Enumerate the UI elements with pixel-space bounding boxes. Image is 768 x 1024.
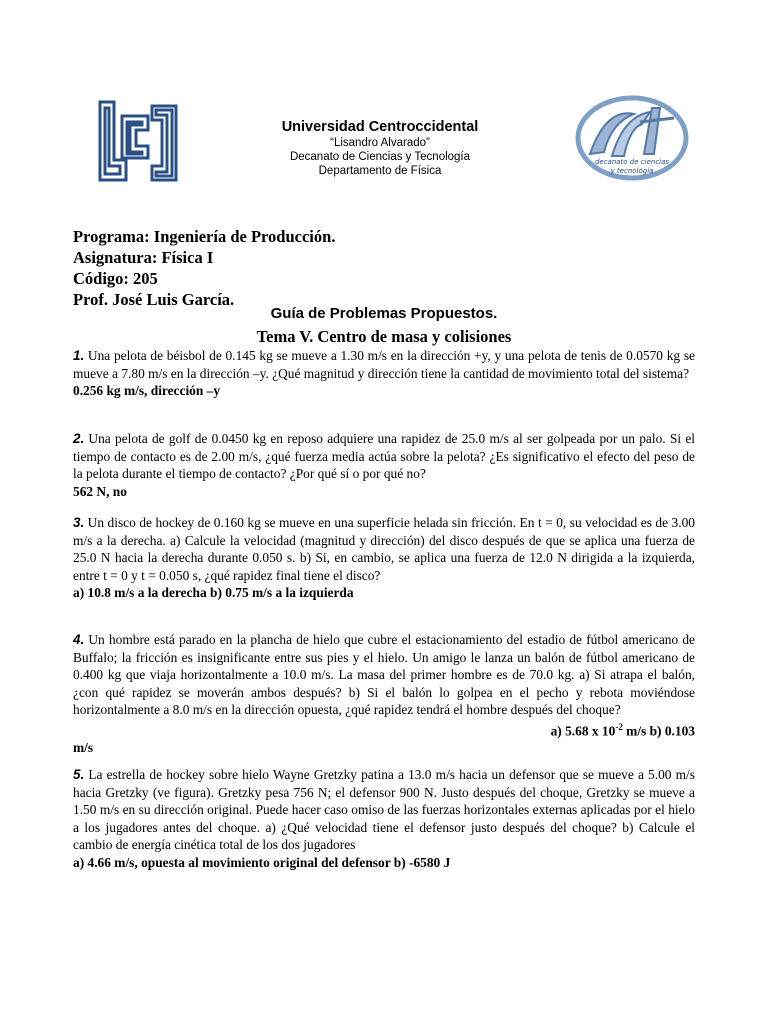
institution-header: [230, 118, 530, 178]
logo-text-line2: y tecnologia: [610, 167, 654, 175]
campus-name: “Lisandro Alvarado”: [330, 137, 430, 149]
code-line: Código: 205: [73, 269, 158, 288]
deanery-name: Decanato de Ciencias y Tecnología: [289, 151, 471, 163]
answer-b: m/s b) 0.103: [622, 722, 695, 738]
department-name: Departamento de Física: [318, 165, 442, 177]
problem-2: [73, 430, 695, 500]
problem-answer: 0.256 kg m/s, dirección –y: [73, 383, 221, 398]
problem-number: 5.: [73, 767, 85, 782]
answer-a: a) 5.68 x 10: [550, 722, 616, 738]
problem-answer: a) 4.66 m/s, opuesta al movimiento original del defensor b) -6580 J: [73, 854, 451, 870]
problem-number: 2.: [73, 431, 85, 446]
problem-text: Un hombre está parado en la plancha de hielo que cubre el estacionamiento del estadio de fútbol americano de Buffalo; la fricción es insignificante entre sus pies y el hielo. Un amigo le lanza un balón de fútbol americano de 0.400 kg que viaja horizontalmente a 10.0 m/s. La masa del primer hombre es de 70.0 kg. a) Si atrapa el balón, ¿con qué rapidez se moverán ambos después? b) Si el balón lo golpea en el pecho y rebota moviéndose horizontalmente a 8.0 m/s en la dirección opuesta, ¿qué rapidez tendrá el hombre después del choque?: [73, 632, 695, 717]
professor-line: Prof. José Luis García.: [73, 290, 235, 309]
deanery-logo: [572, 94, 690, 186]
problem-text: Un disco de hockey de 0.160 kg se mueve en una superficie helada sin fricción. En t = 0, su velocidad es de 3.00 m/s a la derecha. a) Calcule la velocidad (magnitud y dirección) del disco después de que se aplica una fuerza de 25.0 N hacia la derecha durante 0.050 s. b) Si, en cambio, se aplica una fuerza de 12.0 N dirigida a la izquierda, entre t = 0 y t = 0.050 s, ¿qué rapidez final tiene el disco?: [73, 515, 695, 583]
subject-line: Asignatura: Física I: [73, 248, 214, 267]
answer-exponent: -2: [615, 721, 623, 732]
guide-title: Guía de Problemas Propuestos.: [270, 305, 498, 322]
topic-title: Tema V. Centro de masa y colisiones: [256, 327, 512, 346]
problem-1: [73, 347, 695, 400]
problem-text: Una pelota de golf de 0.0450 kg en reposo adquiere una rapidez de 25.0 m/s al ser golpeada por un palo. Si el tiempo de contacto es de 2.00 m/s, ¿qué fuerza media actúa sobre la pelota? ¿Es significativo el efecto del peso de la pelota durante el tiempo de contacto? ¿Por qué sí o por qué no?: [73, 431, 695, 481]
logo-text-line1: decanato de ciencias: [594, 158, 670, 166]
program-line: Programa: Ingeniería de Producción.: [73, 227, 336, 246]
problem-text: La estrella de hockey sobre hielo Wayne Gretzky patina a 13.0 m/s hacia un defensor que se mueve a 5.00 m/s hacia Gretzky (ve figura). Gretzky pesa 756 N; el defensor 900 N. Justo después del choque, Gretzky se mueve a 1.50 m/s en su dirección original. Puede hacer caso omiso de las fuerzas horizontales externas aplicadas por el hielo a los jugadores antes del choque. a) ¿Qué velocidad tiene el defensor justo después del choque? b) Calcule el cambio de energía cinética total de los dos jugadores: [73, 767, 695, 852]
problem-3: [73, 514, 695, 602]
problem-answer: [551, 719, 695, 740]
problem-5: [73, 766, 695, 871]
problem-number: 3.: [73, 515, 85, 530]
problem-answer: a) 10.8 m/s a la derecha b) 0.75 m/s a la izquierda: [73, 585, 354, 600]
problem-answer: 562 N, no: [73, 483, 127, 499]
answer-tail: m/s: [73, 740, 94, 756]
university-name: Universidad Centroccidental: [281, 119, 479, 135]
problem-number: 1.: [73, 348, 85, 363]
problem-number: 4.: [73, 632, 85, 647]
course-info: [73, 226, 335, 310]
university-logo: [92, 96, 184, 188]
problem-4: [73, 631, 695, 757]
problem-text: Una pelota de béisbol de 0.145 kg se mueve a 1.30 m/s en la dirección +y, y una pelota de tenis de 0.0570 kg se mueve a 7.80 m/s en la dirección –y. ¿Qué magnitud y dirección tiene la cantidad de movimiento total del sistema?: [73, 348, 695, 381]
